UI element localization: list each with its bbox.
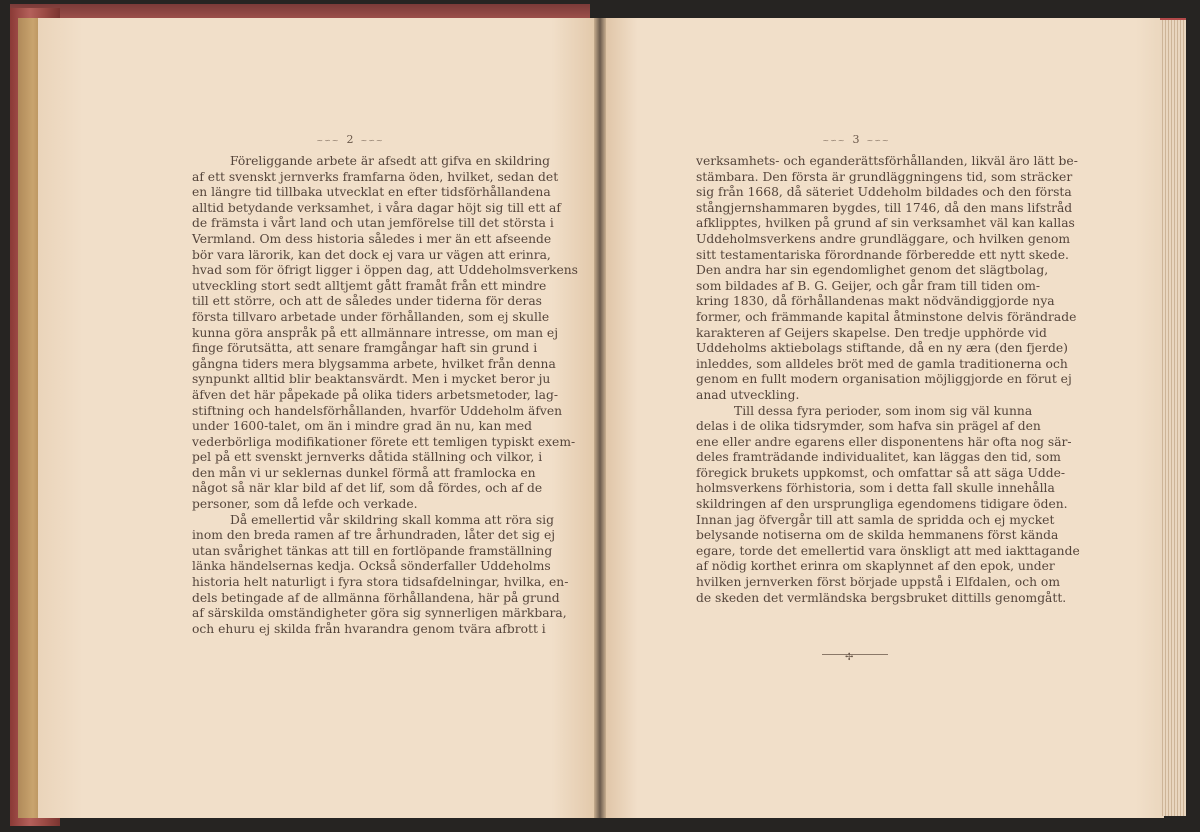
page-number-right bbox=[756, 133, 956, 146]
book-gutter bbox=[594, 18, 606, 818]
text-line: holmsverkens förhistoria, som i detta fall skulle innehålla bbox=[696, 481, 1055, 496]
folio-ornament-icon: ~∽~ bbox=[360, 136, 384, 145]
text-line: af särskilda omständigheter göra sig synnerligen märkbara, bbox=[192, 606, 567, 621]
text-line: karakteren af Geijers skapelse. Den tredje upphörde vid bbox=[696, 325, 1047, 340]
text-line: af nödig korthet erinra om skaplynnet af den epok, under bbox=[696, 559, 1055, 574]
text-line: som bildades af B. G. Geijer, och går fram till tiden om- bbox=[696, 278, 1041, 293]
text-line: former, och främmande kapital åtminstone delvis förändrade bbox=[696, 309, 1077, 324]
text-line: stiftning och handelsförhållanden, hvarför Uddeholm äfven bbox=[192, 403, 563, 418]
text-line: inom den breda ramen af tre århundraden, låter det sig ej bbox=[192, 528, 556, 543]
text-line: första tillvaro arbetade under förhållanden, som ej skulle bbox=[192, 309, 550, 324]
text-line: den mån vi ur seklernas dunkel förmå att framlocka en bbox=[192, 465, 536, 480]
text-line: och ehuru ej skilda från hvarandra genom tvära afbrott i bbox=[192, 621, 546, 636]
text-line: deles framträdande individualitet, kan läggas den tid, som bbox=[696, 450, 1061, 465]
end-ornament-icon: ✢ bbox=[845, 652, 854, 663]
text-line: synpunkt alltid blir beaktansvärdt. Men i mycket beror ju bbox=[192, 372, 551, 387]
text-line: hvad som för öfrigt ligger i öppen dag, att Uddeholmsverkens bbox=[192, 263, 578, 278]
text-line: Till dessa fyra perioder, som inom sig väl kunna bbox=[734, 403, 1033, 418]
text-line: utan svårighet tänkas att till en fortlöpande framställning bbox=[192, 543, 553, 558]
text-line: utveckling stort sedt alltjemt gått framåt från ett mindre bbox=[192, 278, 547, 293]
text-line: sig från 1668, då säteriet Uddeholm bildades och den första bbox=[696, 185, 1072, 200]
text-line: under 1600-talet, om än i mindre grad än nu, kan med bbox=[192, 419, 532, 434]
text-line: belysande notiserna om de skilda hemmanens först kända bbox=[696, 528, 1059, 543]
page-number-left bbox=[250, 133, 450, 146]
text-line: finge förutsätta, att senare framgångar haft sin grund i bbox=[192, 341, 538, 356]
text-line: bör vara lärorik, kan det dock ej vara ur vägen att erinra, bbox=[192, 247, 551, 262]
text-line: stämbara. Den första är grundläggningens tid, som sträcker bbox=[696, 169, 1073, 184]
text-line: något så när klar bild af det lif, som då fördes, och af de bbox=[192, 481, 543, 496]
text-line: personer, som då lefde och verkade. bbox=[192, 497, 418, 512]
text-line: anad utveckling. bbox=[696, 387, 800, 402]
folio-ornament-icon: ~∽~ bbox=[866, 136, 890, 145]
text-line: kring 1830, då förhållandenas makt nödvändiggjorde nya bbox=[696, 294, 1055, 309]
text-line: afklipptes, hvilken på grund af sin verksamhet väl kan kallas bbox=[696, 216, 1075, 231]
text-line: dels betingade af de allmänna förhållandena, här på grund bbox=[192, 590, 560, 605]
text-line: alltid betydande verksamhet, i våra dagar höjt sig till ett af bbox=[192, 200, 561, 215]
text-line: delas i de olika tidsrymder, som hafva sin prägel af den bbox=[696, 419, 1041, 434]
text-line: inleddes, som alldeles bröt med de gamla traditionerna och bbox=[696, 356, 1068, 371]
text-line: hvilken jernverken först började uppstå i Elfdalen, och om bbox=[696, 575, 1060, 590]
end-rule bbox=[822, 654, 888, 655]
text-line: genom en fullt modern organisation möjliggjorde en förut ej bbox=[696, 372, 1072, 387]
text-line: Föreliggande arbete är afsedt att gifva en skildring bbox=[230, 154, 551, 168]
text-line: historia helt naturligt i fyra stora tidsafdelningar, hvilka, en- bbox=[192, 575, 569, 590]
page-edges bbox=[1160, 20, 1186, 816]
text-line: Uddeholms aktiebolags stiftande, då en ny æra (den fjerde) bbox=[696, 341, 1068, 356]
text-line: gångna tiders mera blygsamma arbete, hvilket från denna bbox=[192, 356, 556, 371]
page-number: 2 bbox=[346, 133, 354, 146]
right-page-text bbox=[696, 154, 1080, 606]
text-line: till ett större, och att de således under tiderna för deras bbox=[192, 294, 542, 309]
text-line: Den andra har sin egendomlighet genom det slägtbolag, bbox=[696, 263, 1049, 278]
page-number: 3 bbox=[852, 133, 860, 146]
text-line: en längre tid tillbaka utvecklat en efter tidsförhållandena bbox=[192, 185, 551, 200]
text-line: stångjernshammaren bygdes, till 1746, då den mans lifstråd bbox=[696, 200, 1073, 215]
text-line: sitt testamentariska förordnande förberedde ett nytt skede. bbox=[696, 247, 1069, 262]
text-line: länka händelsernas kedja. Också sönderfaller Uddeholms bbox=[192, 559, 551, 574]
text-line: de skeden det vermländska bergsbruket dittills genomgått. bbox=[696, 590, 1067, 605]
text-line: egare, torde det emellertid vara önskligt att med iakttagande bbox=[696, 543, 1080, 558]
text-line: af ett svenskt jernverks framfarna öden, hvilket, sedan det bbox=[192, 169, 559, 184]
text-line: skildringen af den ursprungliga egendomens tidigare öden. bbox=[696, 497, 1068, 512]
text-line: pel på ett svenskt jernverks dåtida ställning och vilkor, i bbox=[192, 450, 543, 465]
left-page-text bbox=[192, 154, 578, 637]
text-line: de främsta i vårt land och utan jemförelse till det största i bbox=[192, 216, 554, 231]
text-line: Vermland. Om dess historia således i mer än ett afseende bbox=[192, 231, 552, 246]
text-line: Då emellertid vår skildring skall komma att röra sig bbox=[230, 512, 554, 527]
text-line: Innan jag öfvergår till att samla de spridda och ej mycket bbox=[696, 512, 1055, 527]
text-line: föregick brukets uppkomst, och omfattar så att säga Udde- bbox=[696, 465, 1066, 480]
folio-ornament-icon: ~∽~ bbox=[316, 136, 340, 145]
text-line: ene eller andre egarens eller disponentens här ofta nog sär- bbox=[696, 434, 1072, 449]
folio-ornament-icon: ~∽~ bbox=[822, 136, 846, 145]
text-line: kunna göra anspråk på ett allmännare intresse, om man ej bbox=[192, 325, 559, 340]
text-line: Uddeholmsverkens andre grundläggare, och hvilken genom bbox=[696, 231, 1071, 246]
text-line: äfven det här påpekade på olika tiders arbetsmetoder, lag- bbox=[192, 387, 559, 402]
text-line: verksamhets- och eganderättsförhållanden, likväl äro lätt be- bbox=[696, 154, 1078, 168]
text-line: vederbörliga modifikationer förete ett temligen typiskt exem- bbox=[192, 434, 576, 449]
